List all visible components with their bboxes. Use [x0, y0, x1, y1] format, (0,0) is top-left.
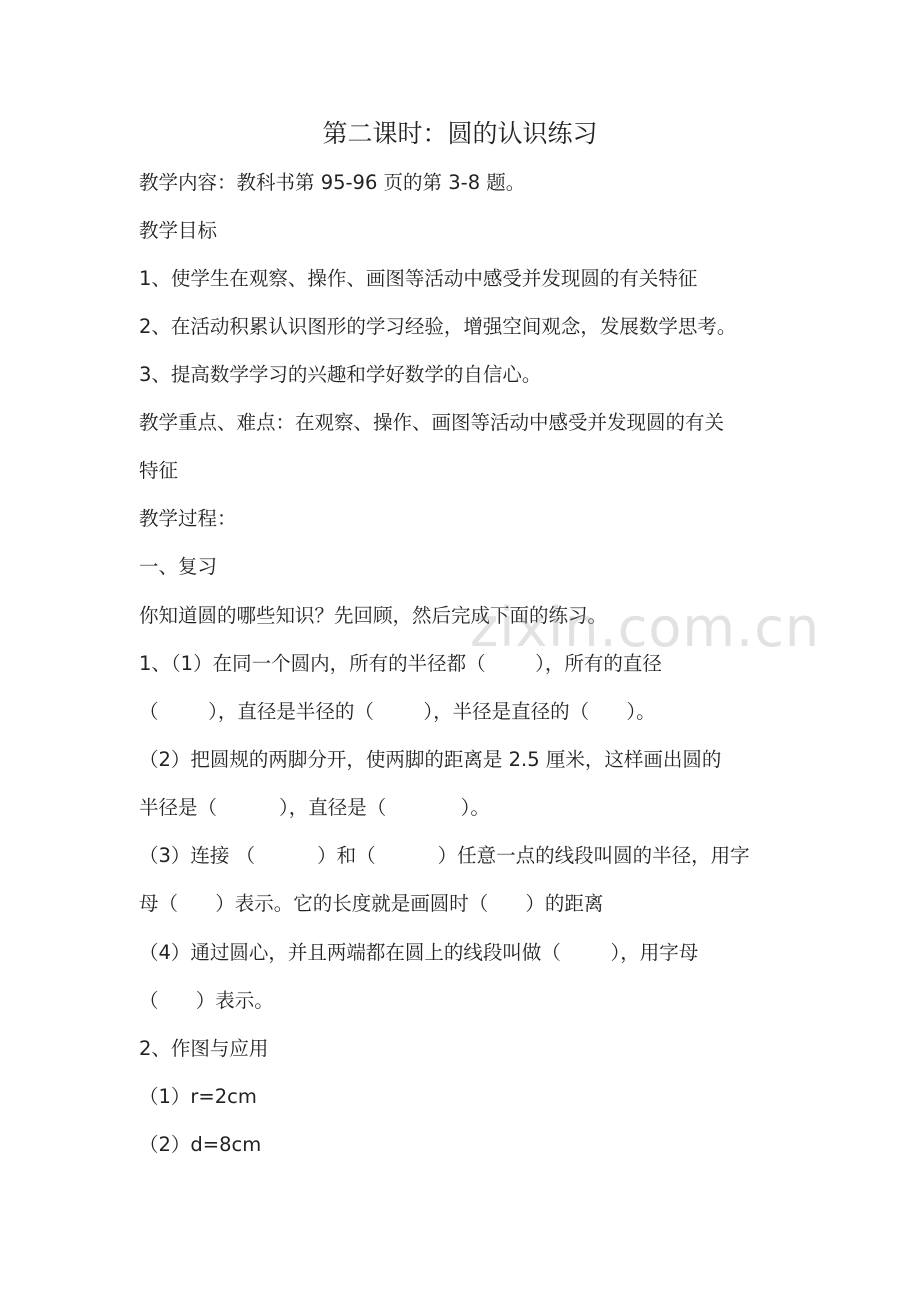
goal-1: 1、使学生在观察、操作、画图等活动中感受并发现圆的有关特征 [139, 267, 698, 290]
exercise-3-line-1: （3）连接 （ ）和（ ）任意一点的线段叫圆的半径，用字 [139, 844, 750, 867]
review-heading: 一、复习 [139, 555, 218, 578]
drawing-heading: 2、作图与应用 [139, 1037, 269, 1060]
teaching-content: 教学内容：教科书第 95-96 页的第 3-8 题。 [139, 171, 526, 194]
exercise-1-line-2: （ ），直径是半径的（ ），半径是直径的（ ）。 [139, 700, 656, 723]
teaching-process-heading: 教学过程： [139, 507, 237, 530]
exercise-2-line-2: 半径是（ ），直径是（ ）。 [139, 796, 490, 819]
key-points-line-1: 教学重点、难点：在观察、操作、画图等活动中感受并发现圆的有关 [139, 411, 725, 434]
goal-2: 2、在活动积累认识图形的学习经验，增强空间观念，发展数学思考。 [139, 315, 737, 338]
goal-3: 3、提高数学学习的兴趣和学好数学的自信心。 [139, 363, 542, 386]
exercise-3-line-2: 母（ ）表示。它的长度就是画圆时（ ）的距离 [139, 892, 604, 915]
exercise-2-line-1: （2）把圆规的两脚分开，使两脚的距离是 2.5 厘米，这样画出圆的 [139, 748, 722, 771]
exercise-1-line-1: 1、（1）在同一个圆内，所有的半径都（ ），所有的直径 [139, 652, 662, 675]
exercise-4-line-2: （ ）表示。 [139, 989, 274, 1012]
drawing-item-2: （2）d=8cm [139, 1133, 262, 1156]
exercise-4-line-1: （4）通过圆心，并且两端都在圆上的线段叫做（ ），用字母 [139, 941, 699, 964]
drawing-item-1: （1）r=2cm [139, 1085, 257, 1108]
key-points-line-2: 特征 [139, 459, 179, 482]
review-intro: 你知道圆的哪些知识？先回顾，然后完成下面的练习。 [139, 604, 608, 627]
watermark: zixin.com.cn [470, 596, 821, 659]
page-title: 第二课时：圆的认识练习 [322, 119, 598, 148]
teaching-goals-heading: 教学目标 [139, 219, 218, 242]
